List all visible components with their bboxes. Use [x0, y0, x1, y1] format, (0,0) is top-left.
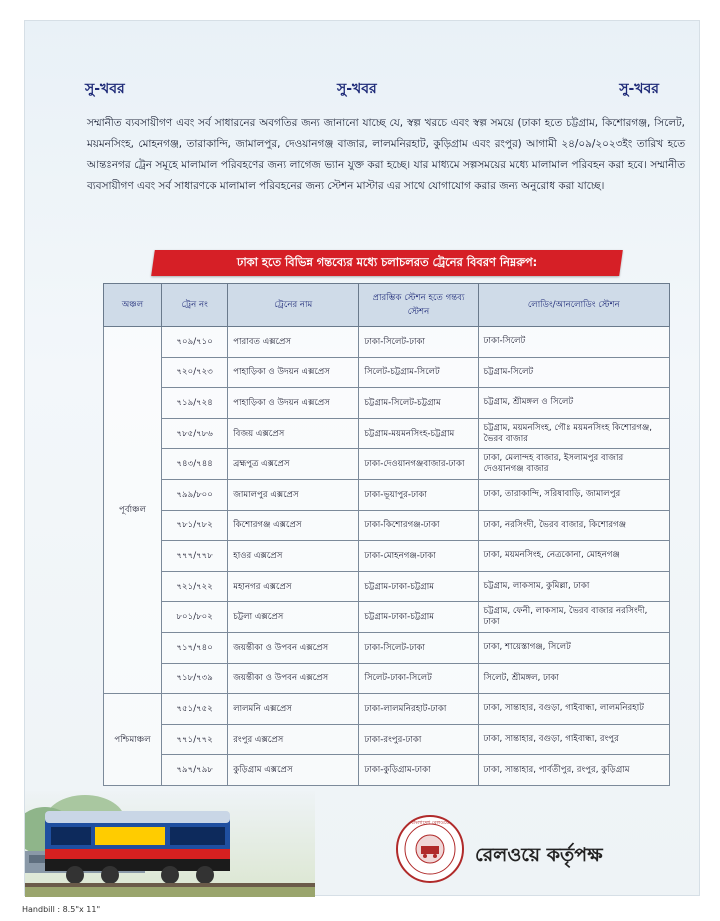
train-name: পাহাড়িকা ও উদয়ন এক্সপ্রেস — [228, 357, 359, 388]
train-route: ঢাকা-কুড়িগ্রাম-ঢাকা — [359, 755, 478, 786]
header-train-name: ট্রেনের নাম — [228, 284, 359, 327]
headline-center: সু-খবর — [337, 81, 377, 97]
train-route: সিলেট-ঢাকা-সিলেট — [359, 663, 478, 694]
headline-right: সু-খবর — [619, 81, 659, 97]
loading-stations: ঢাকা, ময়মনসিংহ, নেত্রকোনা, মোহনগঞ্জ — [478, 541, 669, 572]
train-route: ঢাকা-দেওয়ানগঞ্জবাজার-ঢাকা — [359, 449, 478, 480]
zone-east: পূর্বাঞ্চল — [104, 327, 162, 694]
railway-seal — [395, 814, 465, 884]
seal-text: বাংলাদেশ রেলওয়ে — [411, 820, 449, 826]
train-route: ঢাকা-রংপুর-ঢাকা — [359, 724, 478, 755]
train-route: চট্টগ্রাম-ঢাকা-চট্টগ্রাম — [359, 571, 478, 602]
train-number: ৮০১/৮০২ — [162, 602, 228, 633]
train-name: জামালপুর এক্সপ্রেস — [228, 479, 359, 510]
loading-stations: চট্টগ্রাম-সিলেট — [478, 357, 669, 388]
train-route: সিলেট-চট্টগ্রাম-সিলেট — [359, 357, 478, 388]
train-number: ৭১৭/৭৪০ — [162, 632, 228, 663]
train-name: পারাবত এক্সপ্রেস — [228, 327, 359, 358]
train-number: ৭৭১/৭৭২ — [162, 724, 228, 755]
train-number: ৭৮১/৭৮২ — [162, 510, 228, 541]
headline-left: সু-খবর — [85, 81, 125, 97]
train-number: ৭৪৩/৭৪৪ — [162, 449, 228, 480]
handbill-page — [24, 20, 700, 896]
table-row — [104, 694, 670, 725]
table-row — [104, 449, 670, 480]
notice-paragraph: সম্মানীত ব্যবসায়ীগণ এবং সর্ব সাধারনের অবগতির জন্য জানানো যাচ্ছে যে, স্বল্প খরচে এবং স্বল্প সময়ে (ঢাকা হতে চট্টগ্রাম, কিশোরগঞ্জ, সিলেট, ময়মনসিংহ, মোহনগঞ্জ, তারাকান্দি, জামালপুর, দেওয়ানগঞ্জ বাজার, লালমনিরহাট, কুড়িগ্রাম এবং রংপুর) আগামী ২৪/০৯/২০২৩ইং তারিখ হতে আন্তঃনগর ট্রেন সমূহে মালামাল পরিবহণের জন্য লাগেজ ভ্যান যুক্ত করা হচ্ছে। যার মাধ্যমে সল্পসময়ের মধ্যে মালামাল পরিবহন করা হবে। সম্মানীত ব্যবসায়ীগণ এবং সর্ব সাধারণকে মালামাল পরিবহনের জন্য স্টেশন মাস্টার এর সাথে যোগাযোগ করার জন্য অনুরোধ করা যাচ্ছে। — [87, 117, 685, 192]
train-name: বিজয় এক্সপ্রেস — [228, 418, 359, 449]
zone-west: পশ্চিমাঞ্চল — [104, 694, 162, 786]
train-route: ঢাকা-লালমনিরহাট-ঢাকা — [359, 694, 478, 725]
table-row — [104, 724, 670, 755]
banner-text: ঢাকা হতে বিভিন্ন গন্তব্যের মধ্যে চলাচলরত ট্রেনের বিবরণ নিম্নরুপ: — [236, 254, 538, 269]
train-route: ঢাকা-ভূয়াপুর-ঢাকা — [359, 479, 478, 510]
train-route: চট্টগ্রাম-ঢাকা-চট্টগ্রাম — [359, 602, 478, 633]
train-number: ৭৮৫/৭৮৬ — [162, 418, 228, 449]
table-row — [104, 388, 670, 419]
loading-stations: ঢাকা, সান্তাহার, পার্বতীপুর, রংপুর, কুড়িগ্রাম — [478, 755, 669, 786]
headline-row — [85, 77, 659, 97]
train-number: ৭৭৭/৭৭৮ — [162, 541, 228, 572]
train-route: ঢাকা-সিলেট-ঢাকা — [359, 632, 478, 663]
train-name: কুড়িগ্রাম এক্সপ্রেস — [228, 755, 359, 786]
train-name: চট্টলা এক্সপ্রেস — [228, 602, 359, 633]
loading-stations: ঢাকা, সান্তাহার, বগুড়া, গাইবান্ধা, লালমনিরহাট — [478, 694, 669, 725]
table-row — [104, 571, 670, 602]
schedule-banner — [151, 250, 623, 276]
train-number: ৭৯৭/৭৯৮ — [162, 755, 228, 786]
loading-stations: চট্টগ্রাম, লাকসাম, কুমিল্লা, ঢাকা — [478, 571, 669, 602]
header-stations: লোডিং/আনলোডিং স্টেশন — [478, 284, 669, 327]
train-route: চট্টগ্রাম-ময়মনসিংহ-চট্টগ্রাম — [359, 418, 478, 449]
railway-authority: রেলওয়ে কর্তৃপক্ষ — [475, 844, 603, 866]
table-row — [104, 602, 670, 633]
train-table — [103, 283, 670, 786]
loading-stations: ঢাকা, মেলান্দহ বাজার, ইসলামপুর বাজার দেওয়ানগঞ্জ বাজার — [478, 449, 669, 480]
loading-stations: চট্টগ্রাম, ফেনী, লাকসাম, ভৈরব বাজার নরসিংদী, ঢাকা — [478, 602, 669, 633]
train-route: চট্টগ্রাম-সিলেট-চট্টগ্রাম — [359, 388, 478, 419]
train-name: জয়ন্তীকা ও উপবন এক্সপ্রেস — [228, 632, 359, 663]
loading-stations: ঢাকা, শায়েস্তাগঞ্জ, সিলেট — [478, 632, 669, 663]
table-row — [104, 632, 670, 663]
header-route: প্রারম্ভিক স্টেশন হতে গন্তব্য স্টেশন — [359, 284, 478, 327]
table-row — [104, 755, 670, 786]
table-row — [104, 327, 670, 358]
loading-stations: সিলেট, শ্রীমঙ্গল, ঢাকা — [478, 663, 669, 694]
loading-stations: চট্টগ্রাম, শ্রীমঙ্গল ও সিলেট — [478, 388, 669, 419]
header-train-number: ট্রেন নং — [162, 284, 228, 327]
locomotive-illustration — [25, 791, 315, 897]
train-number: ৭০৯/৭১০ — [162, 327, 228, 358]
train-route: ঢাকা-সিলেট-ঢাকা — [359, 327, 478, 358]
table-row — [104, 510, 670, 541]
table-row — [104, 663, 670, 694]
table-body — [104, 327, 670, 786]
loading-stations: ঢাকা-সিলেট — [478, 327, 669, 358]
train-name: জয়ন্তীকা ও উপবন এক্সপ্রেস — [228, 663, 359, 694]
table-row — [104, 541, 670, 572]
train-name: রংপুর এক্সপ্রেস — [228, 724, 359, 755]
train-name: কিশোরগঞ্জ এক্সপ্রেস — [228, 510, 359, 541]
train-name: লালমনি এক্সপ্রেস — [228, 694, 359, 725]
train-number: ৭৯৯/৮০০ — [162, 479, 228, 510]
train-name: মহানগর এক্সপ্রেস — [228, 571, 359, 602]
table-row — [104, 357, 670, 388]
train-number: ৭২১/৭২২ — [162, 571, 228, 602]
train-route: ঢাকা-মোহনগঞ্জ-ঢাকা — [359, 541, 478, 572]
train-number: ৭১৮/৭৩৯ — [162, 663, 228, 694]
train-name: ব্রহ্মপুত্র এক্সপ্রেস — [228, 449, 359, 480]
train-number: ৭১৯/৭২৪ — [162, 388, 228, 419]
loading-stations: চট্টগ্রাম, ময়মনসিংহ, গৌঃ ময়মনসিংহ কিশোরগঞ্জ, ভৈরব বাজার — [478, 418, 669, 449]
loading-stations: ঢাকা, নরসিংদী, ভৈরব বাজার, কিশোরগঞ্জ — [478, 510, 669, 541]
train-number: ৭২০/৭২৩ — [162, 357, 228, 388]
table-header-row — [104, 284, 670, 327]
loading-stations: ঢাকা, তারাকান্দি, সরিষাবাড়ি, জামালপুর — [478, 479, 669, 510]
table-row — [104, 479, 670, 510]
table-row — [104, 418, 670, 449]
train-name: হাওর এক্সপ্রেস — [228, 541, 359, 572]
train-route: ঢাকা-কিশোরগঞ্জ-ঢাকা — [359, 510, 478, 541]
handbill-size: Handbill : 8.5"x 11" — [22, 905, 101, 914]
loading-stations: ঢাকা, সান্তাহার, বগুড়া, গাইবান্ধা, রংপুর — [478, 724, 669, 755]
train-number: ৭৫১/৭৫২ — [162, 694, 228, 725]
header-zone: অঞ্চল — [104, 284, 162, 327]
train-name: পাহাড়িকা ও উদয়ন এক্সপ্রেস — [228, 388, 359, 419]
